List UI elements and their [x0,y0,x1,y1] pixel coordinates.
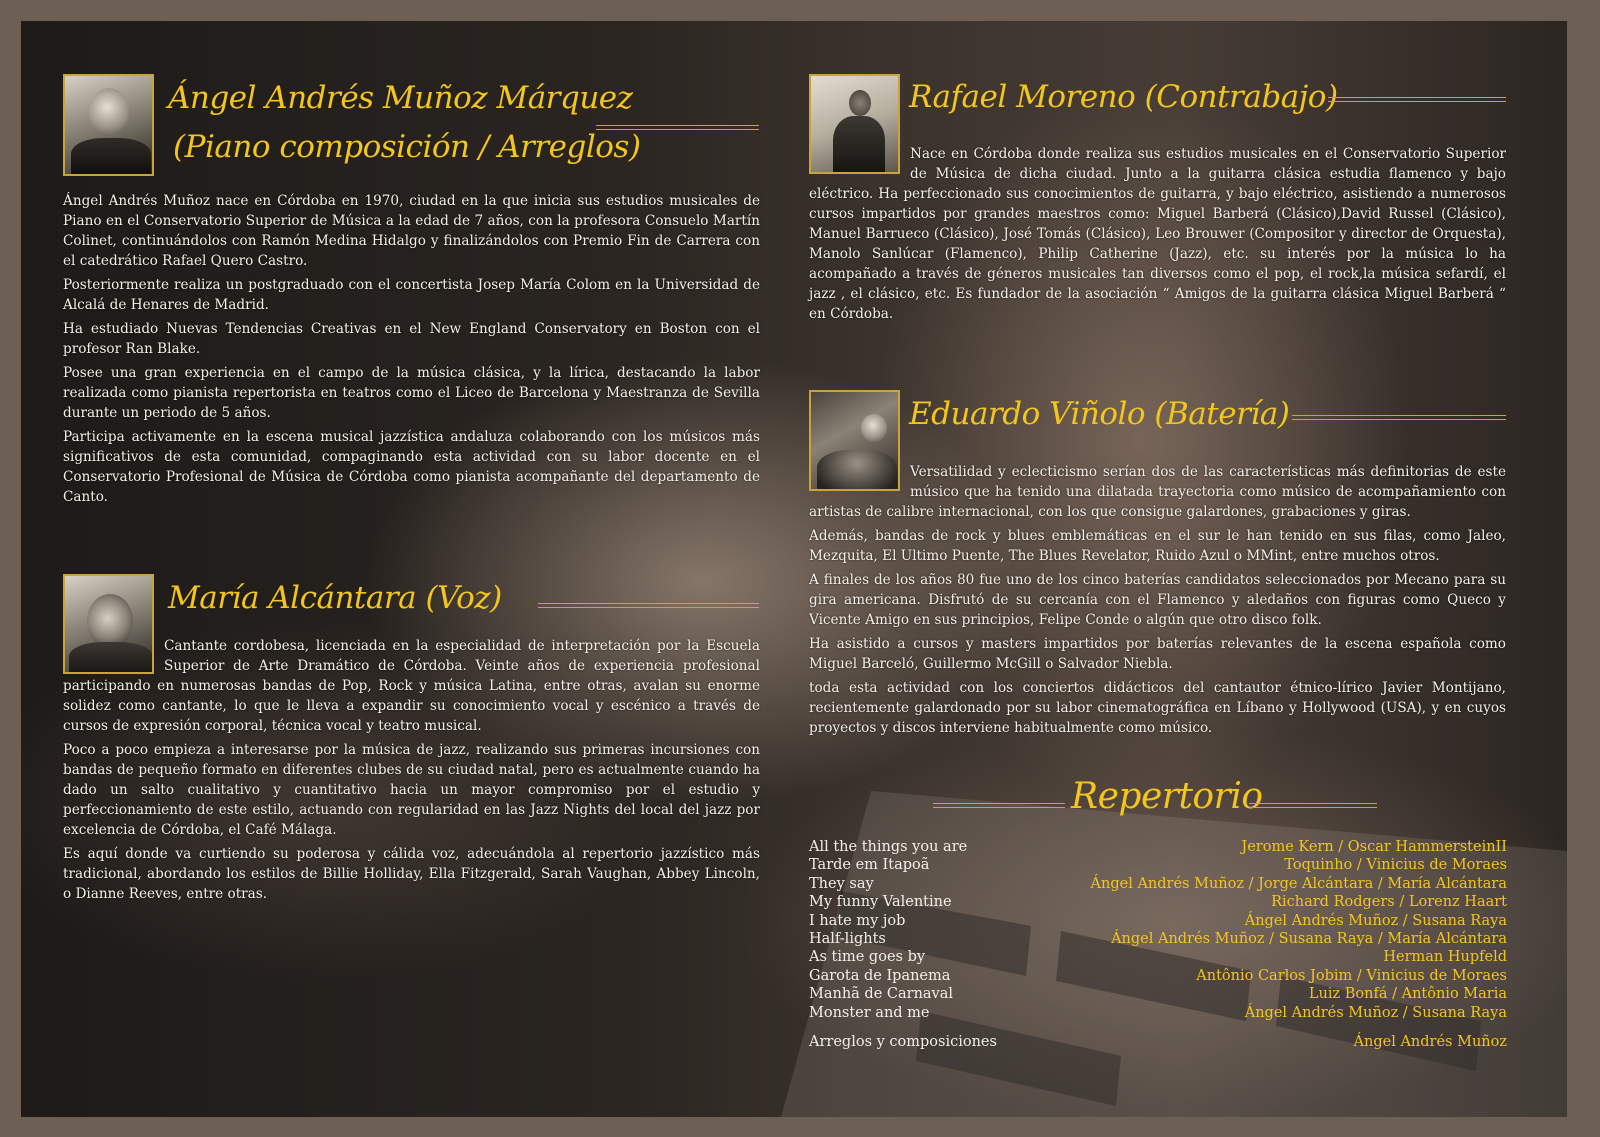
bio-paragraph: Poco a poco empieza a interesarse por la música de jazz, realizando sus primeras incursiones con bandas de pequeño formato en diferentes clubes de su ciudad natal, pero es actualmente cuando ha dado un salto cualitativo y cuantitativo hacia un mayor compromiso por el estudio y perfeccionamiento de este estilo, actuando con regularidad en las Jazz Nights del local del jazz por excelencia de Córdoba, el Café Málaga. [63,742,760,838]
musician-title-angel-line1: Ángel Andrés Muñoz Márquez [168,80,633,116]
musician-bio-rafael [809,74,1506,328]
portrait-photo-angel [63,74,154,176]
repertorio-rule-left [933,803,1065,808]
song-title: Garota de Ipanema [809,967,951,984]
list-item [809,1004,1507,1022]
song-authors: Ángel Andrés Muñoz / Susana Raya [1244,912,1507,929]
musician-title-maria: María Alcántara (Voz) [168,580,502,616]
repertorio-title: Repertorio [1071,776,1263,817]
list-item [809,967,1507,985]
bio-paragraph: Ángel Andrés Muñoz nace en Córdoba en 1970, ciudad en la que inicia sus estudios musicales de Piano en el Conservatorio Superior de Música a la edad de 7 años, con la profesora Consuelo Martín Colinet, continuándolos con Ramón Medina Hidalgo y finalizándolos con Premio Fin de Carrera con el catedrático Rafael Quero Castro. [63,193,760,269]
song-authors: Ángel Andrés Muñoz / Susana Raya / María Alcántara [1111,931,1507,947]
song-authors: Luiz Bonfá / Antônio Maria [1308,986,1507,1003]
bio-paragraph: Ha asistido a cursos y masters impartidos por baterías relevantes de la escena española como Miguel Barceló, Guillermo McGill o Salvador Niebla. [809,636,1506,672]
bio-paragraph: toda esta actividad con los conciertos didácticos del cantautor étnico-lírico Javier Montijano, recientemente galardonado por su labor cinematográfica en Líbano y Hollywood (USA), y en cuyos proyectos y discos interviene habitualmente como músico. [809,680,1506,736]
bio-paragraph: Versatilidad y eclecticismo serían dos de las características más definitorias de este músico que ha tenido una dilatada trayectoria como músico de acompañamiento con artistas de calibre internacional, con los que consigue galardones, grabaciones y giras. [809,464,1506,520]
bio-paragraph: Además, bandas de rock y blues emblemáticas en el sur le han tenido en sus filas, como Jaleo, Mezquita, El Ultimo Puente, The Blues Revelator, Ruido Azul o MMint, entre muchos otros. [809,528,1506,564]
song-title: All the things you are [809,839,968,855]
repertorio-list [809,838,1507,1038]
song-title: Monster and me [809,1004,930,1021]
portrait-photo-eduardo [809,390,900,491]
song-title: My funny Valentine [809,894,952,911]
song-title: Half-lights [809,931,886,947]
song-authors: Richard Rodgers / Lorenz Haart [1271,894,1507,911]
musician-title-eduardo: Eduardo Viñolo (Batería) [909,396,1290,432]
repertorio-rule-right [1249,803,1377,808]
song-title: Tarde em Itapoã [809,857,930,874]
musician-title-rafael: Rafael Moreno (Contrabajo) [909,79,1338,115]
list-item [809,948,1507,966]
musician-bio-angel [63,191,760,511]
song-authors: Ángel Andrés Muñoz / Jorge Alcántara / María Alcántara [1090,875,1507,892]
bio-paragraph: Cantante cordobesa, licenciada en la especialidad de interpretación por la Escuela Superior de Arte Dramático de Córdoba. Veinte años de experiencia profesional participando en numerosas bandas de Pop, Rock y música Latina, entre otras, avalan su enorme solidez como cantante, lo que le lleva a expandir su conocimiento vocal y escénico a través de cursos de expresión corporal, técnica vocal y teatro musical. [63,638,760,734]
footer-author: Ángel Andrés Muñoz [1353,1034,1507,1050]
song-title: Manhã de Carnaval [809,986,954,1003]
bio-paragraph: Posee una gran experiencia en el campo de la música clásica, y la lírica, destacando la labor realizada como pianista repertorista en teatros como el Liceo de Barcelona y Maestranza de Sevilla durante un periodo de 5 años. [63,365,760,421]
list-item [809,875,1507,893]
song-authors: Toquinho / Vinicius de Moraes [1284,857,1507,874]
musician-title-angel-line2: (Piano composición / Arreglos) [173,129,641,165]
brochure-page [21,21,1567,1117]
song-title: I hate my job [809,912,906,929]
musician-bio-eduardo [809,390,1506,742]
bio-paragraph: Ha estudiado Nuevas Tendencias Creativas en el New England Conservatory en Boston con el profesor Ran Blake. [63,321,760,357]
song-title: As time goes by [809,949,926,966]
portrait-photo-maria [63,574,154,674]
bio-paragraph: Nace en Córdoba donde realiza sus estudios musicales en el Conservatorio Superior de Música de dicha ciudad. Junto a la guitarra clásica estudia flamenco y bajo eléctrico. Ha perfeccionado sus conocimientos de guitarra, y bajo eléctrico, asistiendo a numerosos cursos impartidos por grandes maestros como: Miguel Barberá (Clásico),David Russel (Clásico), Manuel Barrueco (Clásico), José Tomás (Clásico), Leo Brouwer (Compositor y director de Orquesta), Manolo Sanlúcar (Flamenco), Philip Catherine (Jazz), etc. su interés por la música lo ha acompañado a través de géneros musicales tan diversos como el pop, el rock,la música sefardí, el jazz , el clásico, etc. Es fundador de la asociación “ Amigos de la guitarra clásica Miguel Barberá “ en Córdoba. [809,146,1506,322]
song-authors: Antônio Carlos Jobim / Vinicius de Moraes [1196,967,1507,984]
bio-paragraph: Posteriormente realiza un postgraduado con el concertista Josep María Colom en la Universidad de Alcalá de Henares de Madrid. [63,277,760,313]
bio-paragraph: Participa activamente en la escena musical jazzística andaluza colaborando con los músicos más significativos de esta comunidad, compaginando esta actividad con su labor docente en el Conservatorio Profesional de Música de Córdoba como pianista acompañante del departamento de Canto. [63,429,760,505]
list-item [809,930,1507,948]
portrait-photo-rafael [809,74,900,174]
musician-bio-maria [63,574,760,908]
song-authors: Herman Hupfeld [1383,949,1507,966]
list-item [809,985,1507,1003]
song-authors: Jerome Kern / Oscar HammersteinII [1241,839,1507,855]
song-title: They say [809,875,874,892]
list-item [809,838,1507,856]
list-item [809,912,1507,930]
bio-paragraph: A finales de los años 80 fue uno de los cinco baterías candidatos seleccionados por Mecano para su gira americana. Disfrutó de su cercanía con el Flamenco y aledaños con figuras como Queco y Vicente Amigo en sus principios, Felipe Conde o algún que otro disco folk. [809,572,1506,628]
repertorio-footer [809,1033,1507,1051]
footer-label: Arreglos y composiciones [809,1034,997,1050]
bio-paragraph: Es aquí donde va curtiendo su poderosa y cálida voz, adecuándola al repertorio jazzístico más tradicional, abordando los estilos de Billie Holliday, Ella Fitzgerald, Sarah Vaughan, Abbey Lincoln, o Dianne Reeves, entre otras. [63,846,760,902]
song-authors: Ángel Andrés Muñoz / Susana Raya [1244,1004,1507,1021]
list-item [809,856,1507,874]
list-item [809,893,1507,911]
title-rule [596,125,759,130]
